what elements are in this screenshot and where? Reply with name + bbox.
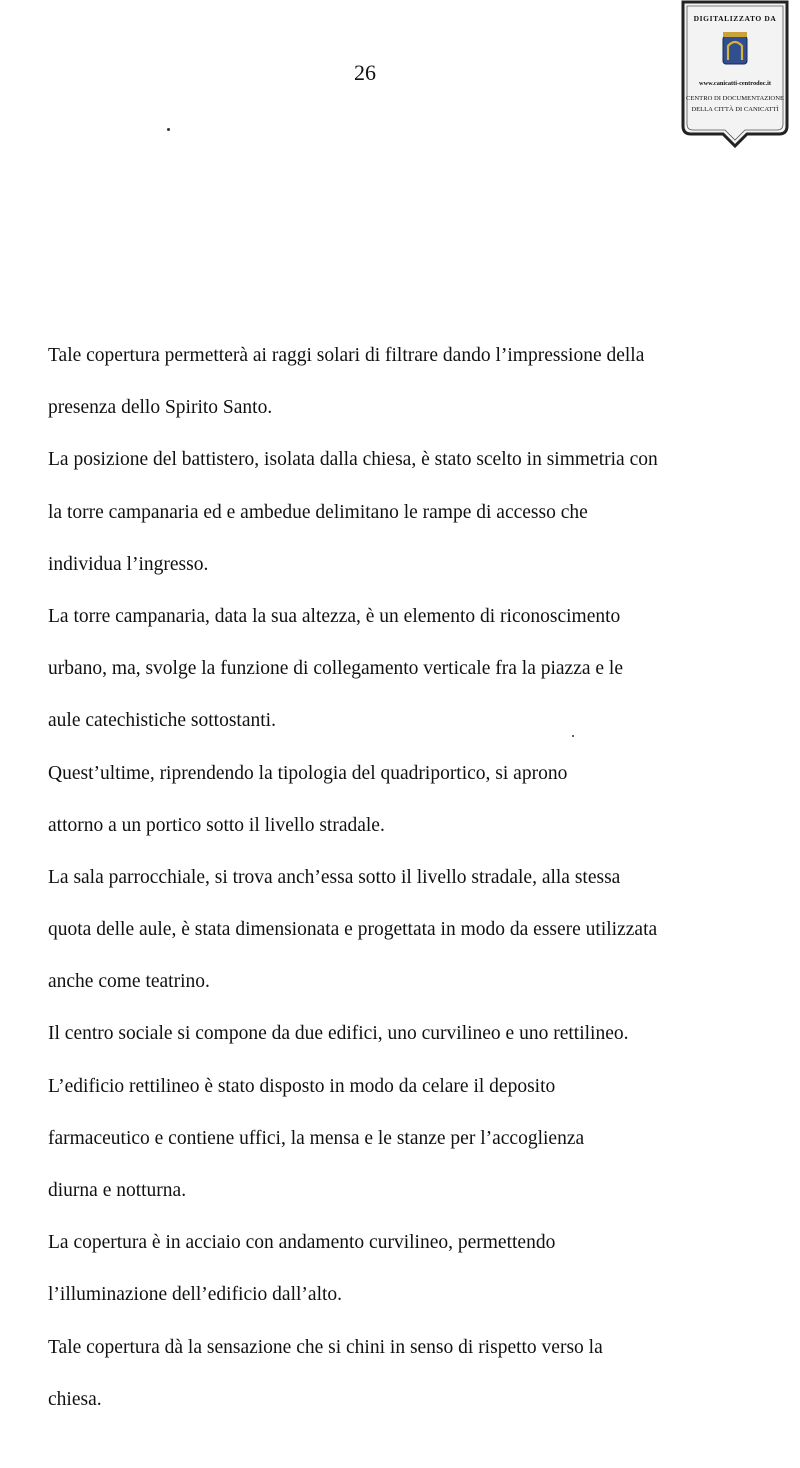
scan-speck xyxy=(167,128,170,131)
body-line: diurna e notturna. xyxy=(48,1180,187,1201)
body-line: l’illuminazione dell’edificio dall’alto. xyxy=(48,1284,343,1306)
body-line: La sala parrocchiale, si trova anch’essa sotto il livello stradale, alla stessa xyxy=(48,866,621,888)
body-line: Quest’ultime, riprendendo la tipologia del quadriportico, si aprono xyxy=(48,762,568,784)
body-line: attorno a un portico sotto il livello stradale. xyxy=(48,814,385,836)
body-line: Tale copertura permetterà ai raggi solari di filtrare dando l’impressione della xyxy=(48,345,645,366)
body-line: presenza dello Spirito Santo. xyxy=(48,397,273,419)
document-body xyxy=(48,330,788,1426)
body-line: la torre campanaria ed e ambedue delimitano le rampe di accesso che xyxy=(48,501,588,523)
body-line: chiesa. xyxy=(48,1388,102,1410)
body-line: La posizione del battistero, isolata dalla chiesa, è stato scelto in simmetria con xyxy=(48,449,658,471)
body-line: urbano, ma, svolge la funzione di collegamento verticale fra la piazza e le xyxy=(48,658,623,680)
digitization-stamp xyxy=(677,0,793,148)
body-line: quota delle aule, è stata dimensionata e progettata in modo da essere utilizzata xyxy=(48,919,658,941)
body-line: anche come teatrino. xyxy=(48,971,210,993)
stamp-organization: CENTRO DI DOCUMENTAZIONE xyxy=(685,95,784,102)
body-line: La torre campanaria, data la sua altezza, è un elemento di riconoscimento xyxy=(48,605,621,627)
body-line: farmaceutico e contiene uffici, la mensa e le stanze per l’accoglienza xyxy=(48,1127,585,1149)
stamp-city: DELLA CITTÀ DI CANICATTÌ xyxy=(691,106,779,113)
stamp-title: DIGITALIZZATO DA xyxy=(693,14,777,23)
body-line: La copertura è in acciaio con andamento curvilineo, permettendo xyxy=(48,1232,556,1254)
body-line: individua l’ingresso. xyxy=(48,553,209,575)
stamp-url: www.canicatti-centrodoc.it xyxy=(699,80,771,87)
page-number: 26 xyxy=(354,60,376,85)
body-line: L’edificio rettilineo è stato disposto in modo da celare il deposito xyxy=(48,1075,556,1097)
city-crest-icon xyxy=(723,32,747,64)
body-line: Tale copertura dà la sensazione che si chini in senso di rispetto verso la xyxy=(48,1336,603,1358)
body-line: Il centro sociale si compone da due edifici, uno curvilineo e uno rettilineo. xyxy=(48,1023,629,1045)
body-line: aule catechistiche sottostanti. xyxy=(48,710,276,732)
